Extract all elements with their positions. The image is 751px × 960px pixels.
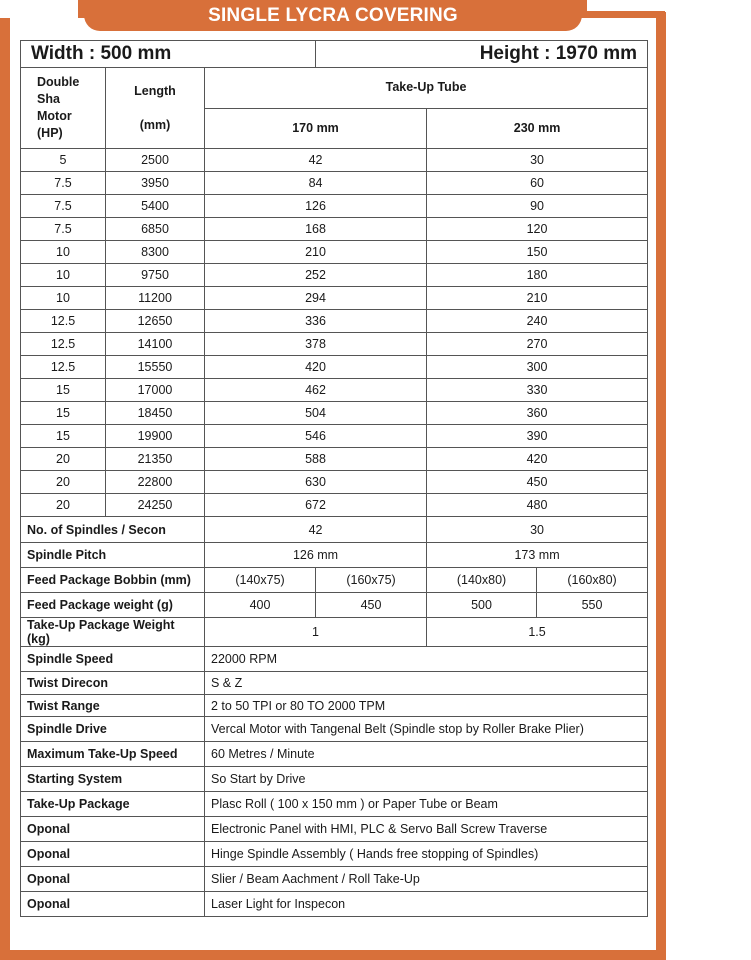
- tube-170-cell: 126: [205, 195, 427, 218]
- length-cell: 9750: [106, 264, 205, 287]
- header-takeup-tube: Take-Up Tube: [205, 68, 648, 109]
- hp-cell: 7.5: [21, 172, 106, 195]
- spec-label: Maximum Take-Up Speed: [21, 742, 205, 767]
- spec-label: Twist Direcon: [21, 672, 205, 695]
- length-cell: 21350: [106, 448, 205, 471]
- header-motor-line-2: Sha: [37, 92, 60, 106]
- tube-230-cell: 180: [427, 264, 648, 287]
- spec-value: Electronic Panel with HMI, PLC & Servo Ball Screw Traverse: [205, 817, 648, 842]
- tube-230-cell: 480: [427, 494, 648, 517]
- table-row: [21, 333, 648, 356]
- table-row: [21, 379, 648, 402]
- table-row: [21, 172, 648, 195]
- table-row: [21, 471, 648, 494]
- tube-170-cell: 420: [205, 356, 427, 379]
- tube-170-cell: 84: [205, 172, 427, 195]
- table-row: [21, 494, 648, 517]
- hp-cell: 7.5: [21, 195, 106, 218]
- frame-left-bar: [0, 18, 10, 958]
- spec-value: Vercal Motor with Tangenal Belt (Spindle stop by Roller Brake Plier): [205, 717, 648, 742]
- table-row: [21, 402, 648, 425]
- header-row-1: [21, 68, 648, 109]
- length-cell: 18450: [106, 402, 205, 425]
- feed-weight-value-d: 550: [537, 593, 648, 618]
- spec-value: So Start by Drive: [205, 767, 648, 792]
- tube-230-cell: 360: [427, 402, 648, 425]
- length-cell: 12650: [106, 310, 205, 333]
- pitch-170-value: 126 mm: [205, 543, 427, 568]
- table-row: [21, 448, 648, 471]
- spec-row: [21, 717, 648, 742]
- tube-230-cell: 210: [427, 287, 648, 310]
- tube-230-cell: 240: [427, 310, 648, 333]
- takeup-weight-label: Take-Up Package Weight (kg): [21, 618, 205, 647]
- hp-cell: 15: [21, 425, 106, 448]
- tube-230-cell: 300: [427, 356, 648, 379]
- spec-row: [21, 647, 648, 672]
- feed-weight-label: Feed Package weight (g): [21, 593, 205, 618]
- tube-170-cell: 504: [205, 402, 427, 425]
- spec-label: Oponal: [21, 892, 205, 917]
- takeup-weight-170-value: 1: [205, 618, 427, 647]
- bobbin-value-d: (160x80): [537, 568, 648, 593]
- spec-value: Plasc Roll ( 100 x 150 mm ) or Paper Tube or Beam: [205, 792, 648, 817]
- tube-170-cell: 462: [205, 379, 427, 402]
- length-cell: 17000: [106, 379, 205, 402]
- spec-row: [21, 792, 648, 817]
- length-cell: 2500: [106, 149, 205, 172]
- tube-230-cell: 390: [427, 425, 648, 448]
- header-motor-text: [37, 74, 89, 142]
- length-cell: 19900: [106, 425, 205, 448]
- takeup-weight-row: [21, 618, 648, 647]
- length-cell: 24250: [106, 494, 205, 517]
- spec-label: Twist Range: [21, 695, 205, 717]
- spindles-row: [21, 517, 648, 543]
- hp-cell: 20: [21, 448, 106, 471]
- tube-230-cell: 120: [427, 218, 648, 241]
- spindles-170-value: 42: [205, 517, 427, 543]
- tube-170-cell: 294: [205, 287, 427, 310]
- spec-label: Spindle Drive: [21, 717, 205, 742]
- takeup-weight-230-value: 1.5: [427, 618, 648, 647]
- tube-170-cell: 588: [205, 448, 427, 471]
- table-row: [21, 264, 648, 287]
- length-cell: 3950: [106, 172, 205, 195]
- frame-top-cut-left: [0, 0, 78, 18]
- spec-value: S & Z: [205, 672, 648, 695]
- height-label: Height : 1970 mm: [316, 41, 648, 68]
- hp-cell: 5: [21, 149, 106, 172]
- spec-table: [20, 40, 648, 917]
- frame-bottom-bar: [0, 950, 666, 960]
- tube-170-cell: 42: [205, 149, 427, 172]
- table-row: [21, 425, 648, 448]
- header-length-line-2: (mm): [139, 117, 171, 132]
- hp-cell: 20: [21, 471, 106, 494]
- length-cell: 5400: [106, 195, 205, 218]
- table-row: [21, 310, 648, 333]
- length-cell: 22800: [106, 471, 205, 494]
- spec-row: [21, 672, 648, 695]
- table-row: [21, 241, 648, 264]
- tube-170-cell: 336: [205, 310, 427, 333]
- spec-row: [21, 817, 648, 842]
- spec-value: 22000 RPM: [205, 647, 648, 672]
- tube-170-cell: 630: [205, 471, 427, 494]
- table-row: [21, 287, 648, 310]
- bobbin-label: Feed Package Bobbin (mm): [21, 568, 205, 593]
- feed-weight-row: [21, 593, 648, 618]
- frame-right-bar: [656, 12, 666, 958]
- tube-230-cell: 90: [427, 195, 648, 218]
- hp-cell: 12.5: [21, 310, 106, 333]
- tube-230-cell: 150: [427, 241, 648, 264]
- hp-cell: 10: [21, 264, 106, 287]
- table-row: [21, 149, 648, 172]
- tube-170-cell: 252: [205, 264, 427, 287]
- page-title: SINGLE LYCRA COVERING: [84, 0, 582, 31]
- spec-row: [21, 695, 648, 717]
- bobbin-value-c: (140x80): [427, 568, 537, 593]
- tube-230-cell: 30: [427, 149, 648, 172]
- hp-cell: 10: [21, 241, 106, 264]
- hp-cell: 20: [21, 494, 106, 517]
- feed-weight-value-c: 500: [427, 593, 537, 618]
- spec-row: [21, 867, 648, 892]
- hp-cell: 10: [21, 287, 106, 310]
- bobbin-value-b: (160x75): [316, 568, 427, 593]
- spec-label: Oponal: [21, 867, 205, 892]
- feed-weight-value-a: 400: [205, 593, 316, 618]
- hp-cell: 12.5: [21, 333, 106, 356]
- header-motor-line-4: (HP): [37, 126, 63, 140]
- header-motor-line-1: Double: [37, 75, 80, 89]
- width-label: Width : 500 mm: [21, 41, 316, 68]
- length-cell: 8300: [106, 241, 205, 264]
- header-motor: [21, 68, 106, 149]
- spec-label: Spindle Speed: [21, 647, 205, 672]
- spec-label: Starting System: [21, 767, 205, 792]
- pitch-label: Spindle Pitch: [21, 543, 205, 568]
- length-cell: 11200: [106, 287, 205, 310]
- header-motor-line-3: Motor: [37, 109, 72, 123]
- spec-value: Slier / Beam Aachment / Roll Take-Up: [205, 867, 648, 892]
- header-length-line-1: Length: [134, 83, 176, 98]
- tube-230-cell: 60: [427, 172, 648, 195]
- bobbin-row: [21, 568, 648, 593]
- table-row: [21, 195, 648, 218]
- spec-value: Laser Light for Inspecon: [205, 892, 648, 917]
- hp-cell: 12.5: [21, 356, 106, 379]
- spec-row: [21, 892, 648, 917]
- spec-label: Oponal: [21, 817, 205, 842]
- tube-170-cell: 546: [205, 425, 427, 448]
- tube-230-cell: 270: [427, 333, 648, 356]
- hp-cell: 15: [21, 379, 106, 402]
- pitch-230-value: 173 mm: [427, 543, 648, 568]
- spec-label: Take-Up Package: [21, 792, 205, 817]
- tube-170-cell: 210: [205, 241, 427, 264]
- tube-170-cell: 672: [205, 494, 427, 517]
- spec-value: Hinge Spindle Assembly ( Hands free stopping of Spindles): [205, 842, 648, 867]
- tube-170-cell: 168: [205, 218, 427, 241]
- header-tube-170: 170 mm: [205, 108, 427, 149]
- hp-cell: 15: [21, 402, 106, 425]
- pitch-row: [21, 543, 648, 568]
- spec-value: 60 Metres / Minute: [205, 742, 648, 767]
- hp-cell: 7.5: [21, 218, 106, 241]
- frame-top-cut-right: [587, 0, 665, 11]
- spec-row: [21, 842, 648, 867]
- spindles-230-value: 30: [427, 517, 648, 543]
- bobbin-value-a: (140x75): [205, 568, 316, 593]
- length-cell: 14100: [106, 333, 205, 356]
- tube-230-cell: 450: [427, 471, 648, 494]
- spec-row: [21, 767, 648, 792]
- tube-170-cell: 378: [205, 333, 427, 356]
- spindles-label: No. of Spindles / Secon: [21, 517, 205, 543]
- dimensions-row: [21, 41, 648, 68]
- table-row: [21, 356, 648, 379]
- spec-label: Oponal: [21, 842, 205, 867]
- length-cell: 15550: [106, 356, 205, 379]
- length-cell: 6850: [106, 218, 205, 241]
- feed-weight-value-b: 450: [316, 593, 427, 618]
- spec-value: 2 to 50 TPI or 80 TO 2000 TPM: [205, 695, 648, 717]
- tube-230-cell: 330: [427, 379, 648, 402]
- table-row: [21, 218, 648, 241]
- header-length: [106, 68, 205, 149]
- spec-row: [21, 742, 648, 767]
- header-tube-230: 230 mm: [427, 108, 648, 149]
- tube-230-cell: 420: [427, 448, 648, 471]
